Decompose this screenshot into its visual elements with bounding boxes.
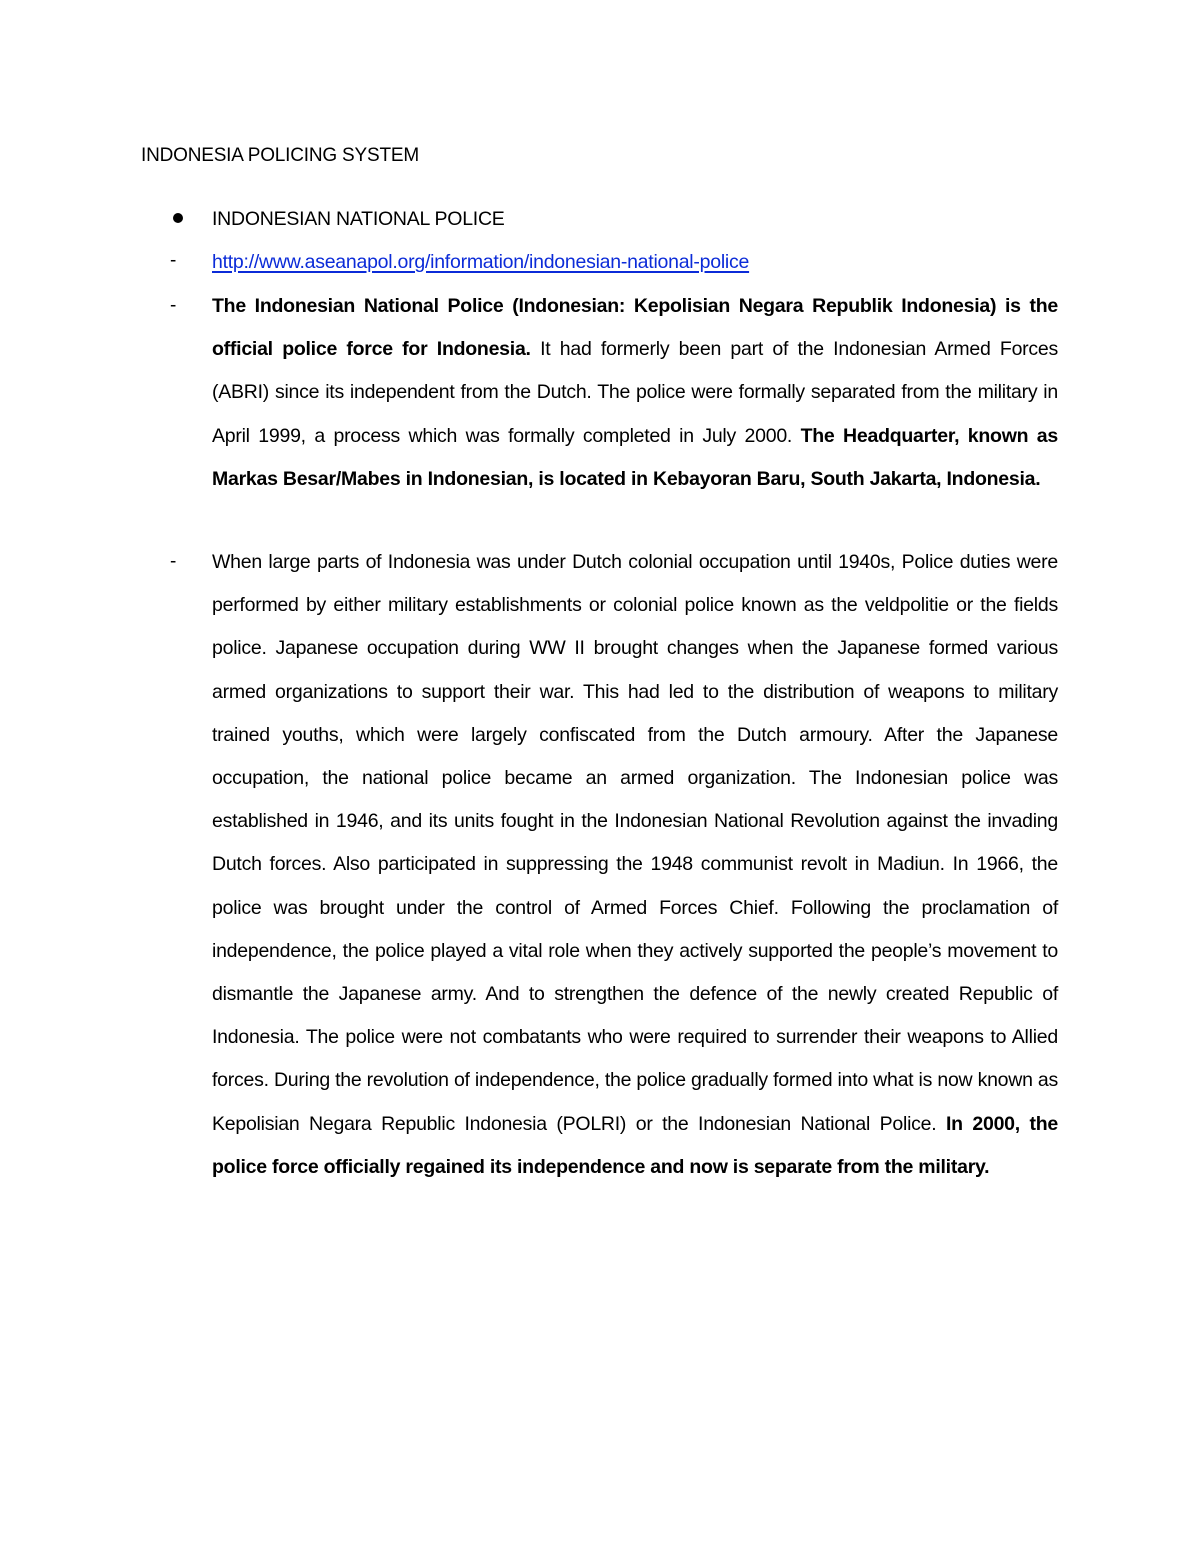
paragraph-1 — [212, 285, 1058, 501]
dash-marker: - — [170, 295, 177, 316]
paragraph-1-body: It had formerly been part of the Indonesian Armed Forces (ABRI) since its independent from the Dutch. The police were formally separated from the military in April 1999, a process which was formally completed in July 2000. — [212, 338, 1058, 447]
paragraph-2 — [212, 541, 1058, 1189]
source-link[interactable]: http://www.aseanapol.org/information/indonesian-national-police — [212, 251, 750, 273]
paragraph-2-body: When large parts of Indonesia was under Dutch colonial occupation until 1940s, Police duties were performed by either military establishments or colonial police known as the veldpolitie or the fields police. Japanese occupation during WW II brought changes when the Japanese formed various armed organizations to support their war. This had led to the distribution of weapons to military trained youths, which were largely confiscated from the Dutch armoury. After the Japanese occupation, the national police became an armed organization. The Indonesian police was established in 1946, and its units fought in the Indonesian National Revolution against the invading Dutch forces. Also participated in suppressing the 1948 communist revolt in Madiun. In 1966, the police was brought under the control of Armed Forces Chief. Following the proclamation of independence, the police played a vital role when they actively supported the people’s movement to dismantle the Japanese army. And to strengthen the defence of the newly created Republic of Indonesia. The police were not combatants who were required to surrender their weapons to Allied forces. During the revolution of independence, the police gradually formed into what is now known as Kepolisian Negara Republic Indonesia (POLRI) or the Indonesian National Police. — [212, 551, 1058, 1135]
paragraph-1-bold-intro: The Indonesian National Police (Indonesian: Kepolisian Negara Republik Indonesia) is the official police force for Indonesia. — [212, 295, 1058, 361]
dash-marker: - — [170, 250, 177, 271]
paragraph-1-bold-headquarter: The Headquarter, known as Markas Besar/Mabes in Indonesian, is located in Kebayoran Baru, South Jakarta, Indonesia. — [212, 424, 1058, 490]
bullet-dot-icon — [173, 213, 183, 223]
paragraph-2-bold-conclusion: In 2000, the police force officially regained its independence and now is separate from the military. — [212, 1112, 1058, 1178]
bullet-heading: INDONESIAN NATIONAL POLICE — [212, 208, 505, 230]
dash-marker: - — [170, 551, 177, 572]
document-title: INDONESIA POLICING SYSTEM — [141, 145, 419, 166]
